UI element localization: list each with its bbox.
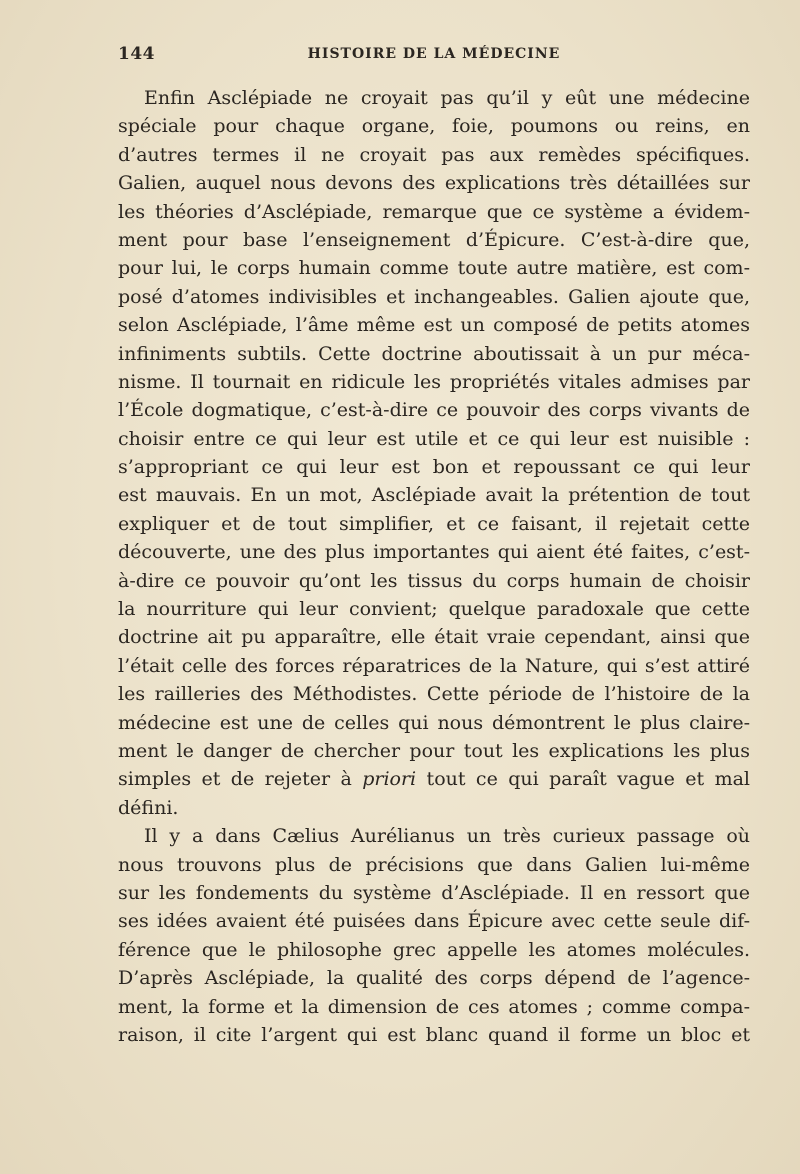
text-line: nous trouvons plus de précisions que dans Galien lui-même <box>118 853 750 876</box>
text-line: férence que le philosophe grec appelle les atomes molécules. <box>118 938 750 961</box>
text-line: les théories d’Asclépiade, remarque que ce système a évidem- <box>118 200 750 223</box>
text-line: Enfin Asclépiade ne croyait pas qu’il y eût une médecine <box>144 87 750 109</box>
text-line: raison, il cite l’argent qui est blanc quand il forme un bloc et <box>118 1023 750 1046</box>
text-line: ment, la forme et la dimension de ces atomes ; comme compa- <box>118 995 750 1018</box>
text-line: choisir entre ce qui leur est utile et ce qui leur est nuisible : <box>118 427 750 450</box>
text-line: Galien, auquel nous devons des explications très détaillées sur <box>118 172 750 195</box>
text-line: découverte, une des plus importantes qui aient été faites, c’est- <box>118 541 750 564</box>
text-line: Il y a dans Cælius Aurélianus un très curieux passage où <box>144 825 750 848</box>
italic-word: priori <box>362 768 417 791</box>
text-line: ment le danger de chercher pour tout les explications les plus <box>118 739 750 762</box>
text-line: simples et de rejeter à priori tout ce qui paraît vague et mal <box>118 768 750 791</box>
text-line: est mauvais. En un mot, Asclépiade avait la prétention de tout <box>118 484 750 507</box>
text-line: d’autres termes il ne croyait pas aux remèdes spécifiques. <box>118 143 750 166</box>
text-line: pour lui, le corps humain comme toute autre matière, est com- <box>118 257 750 280</box>
text-line: D’après Asclépiade, la qualité des corps dépend de l’agence- <box>118 967 750 990</box>
text-line: infiniments subtils. Cette doctrine aboutissait à un pur méca- <box>118 342 750 365</box>
text-line: expliquer et de tout simplifier, et ce faisant, il rejetait cette <box>118 512 750 535</box>
text-line: posé d’atomes indivisibles et inchangeables. Galien ajoute que, <box>118 285 750 308</box>
text-line: les railleries des Méthodistes. Cette période de l’histoire de la <box>118 683 750 706</box>
text-line: l’était celle des forces réparatrices de la Nature, qui s’est attiré <box>118 654 750 677</box>
running-title: HISTOIRE DE LA MÉDECINE <box>307 46 561 62</box>
running-head <box>118 44 750 68</box>
page-number: 144 <box>118 44 155 64</box>
text-line: sur les fondements du système d’Asclépiade. Il en ressort que <box>118 881 750 904</box>
text-line: ses idées avaient été puisées dans Épicure avec cette seule dif- <box>118 910 750 933</box>
text-line: à-dire ce pouvoir qu’ont les tissus du corps humain de choisir <box>118 569 750 592</box>
text-line: ment pour base l’enseignement d’Épicure. C’est-à-dire que, <box>118 228 750 251</box>
text-line: selon Asclépiade, l’âme même est un composé de petits atomes <box>118 314 750 337</box>
body-text <box>118 84 750 1049</box>
text-line: défini. <box>118 796 179 819</box>
text-line: s’appropriant ce qui leur est bon et repoussant ce qui leur <box>118 456 750 479</box>
text-line: l’École dogmatique, c’est-à-dire ce pouvoir des corps vivants de <box>118 399 750 422</box>
text-line: médecine est une de celles qui nous démontrent le plus claire- <box>118 711 750 734</box>
text-line: spéciale pour chaque organe, foie, poumons ou reins, en <box>118 115 750 138</box>
text-line: doctrine ait pu apparaître, elle était vraie cependant, ainsi que <box>118 626 750 649</box>
text-line: la nourriture qui leur convient; quelque paradoxale que cette <box>118 598 750 621</box>
text-line: nisme. Il tournait en ridicule les propriétés vitales admises par <box>118 370 750 393</box>
